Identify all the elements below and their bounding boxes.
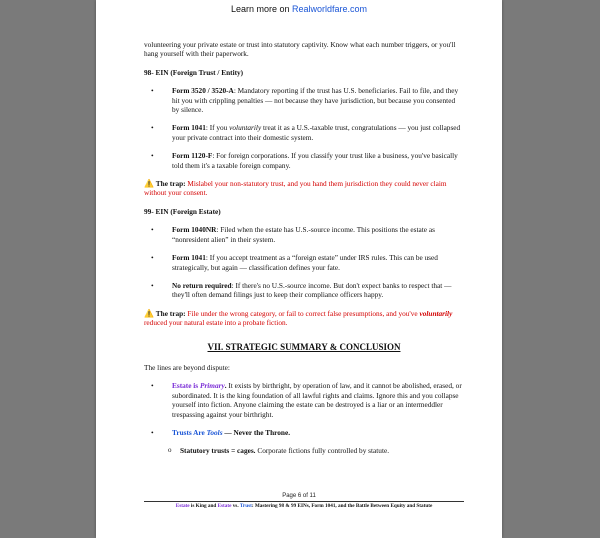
warning-icon: ⚠️ (144, 308, 154, 318)
bullet-icon: • (151, 151, 154, 161)
section-vii-title: VII. STRATEGIC SUMMARY & CONCLUSION (207, 341, 401, 352)
footer-trust: Trust (239, 503, 252, 509)
page-header (96, 4, 502, 14)
trap-text: File under the wrong category, or fail to correct false presumptions, and you've (185, 308, 420, 318)
trap-label: The trap: (155, 179, 186, 189)
item-text: : If there's no U.S.-source income. But don't expect banks to respect that — they'll often demand filings just to keep their compliance officers happy. (172, 280, 452, 300)
item-text: : Filed when the estate has U.S.-source income. This positions the estate as “nonresident alien” in their system. (172, 225, 435, 244)
item-text: : Mandatory reporting if the trust has U.S. beneficiaries. Fail to file, and they hit you with crippling penalties — not because they have jurisdiction, but because you consented by silence. (172, 86, 459, 115)
header-text: Learn more on (230, 4, 292, 14)
list-item (144, 225, 464, 244)
footer-text-part: is King and (189, 503, 218, 509)
bullet-icon: • (151, 427, 154, 437)
trusts-label: Trusts Are (172, 427, 207, 437)
document-body (144, 40, 464, 456)
list-item (144, 123, 464, 142)
form-name: No return required (172, 280, 232, 290)
bullet-icon: • (151, 225, 154, 235)
list-item (144, 381, 464, 419)
form-name: Form 1040NR (172, 225, 217, 235)
intro-paragraph: volunteering your private estate or trust into statutory captivity. Know what each number triggers, or you'll hang yourself with their paperwork. (144, 40, 456, 59)
footer-estate: Estate (217, 503, 232, 509)
trap-paragraph (144, 309, 464, 328)
item-text: It exists by birthright, by operation of law, and it cannot be abolished, erased, or subordinated. It is the king foundation of all lawful rights and claims. Ignore this and you collapse yourself into fiction. Anyone claiming the estate can be destroyed is a liar or an intermeddler trespassing against your birthright. (172, 381, 462, 419)
bullet-icon: • (151, 381, 154, 391)
footer-text-part: vs. (231, 503, 240, 509)
bullet-icon: • (151, 280, 154, 290)
item-text: treat it as a U.S.-taxable trust, congratulations — you just collapsed your private contract into their domestic system. (172, 123, 461, 142)
sub-list-item (144, 446, 464, 455)
item-heading-text: — Never the Throne. (222, 427, 291, 437)
circle-bullet-icon: o (168, 446, 172, 455)
bullet-icon: • (151, 253, 154, 263)
item-emphasis: voluntarily (229, 123, 262, 133)
primary-emphasis: Primary (199, 381, 225, 391)
section-99-heading: 99- EIN (Foreign Estate) (144, 206, 221, 216)
footer-text-part: : Mastering 98 & 99 EINs, Form 1041, and the Battle Between Equity and Statute (251, 503, 433, 509)
trap-emphasis: voluntarily (419, 308, 453, 318)
section-98-heading: 98- EIN (Foreign Trust / Entity) (144, 67, 244, 77)
document-page (96, 0, 502, 538)
list-item (144, 86, 464, 114)
item-text: : If you (205, 123, 230, 133)
form-name: Form 1041 (172, 253, 206, 263)
item-text: : For foreign corporations. If you classify your trust like a business, you've basically told them it's a taxable foreign company. (172, 151, 458, 170)
footer-divider (144, 501, 464, 502)
list-item (144, 253, 464, 272)
tools-emphasis: Tools (206, 427, 223, 437)
trap-text: Mislabel your non-statutory trust, and you hand them jurisdiction they could never claim without your consent. (144, 179, 447, 198)
bullet-icon: • (151, 86, 154, 96)
list-item (144, 281, 464, 300)
item-text: : If you accept treatment as a “foreign estate” under IRS rules. This can be used strategically, but again — classification defines your fate. (172, 253, 438, 272)
bullet-icon: • (151, 123, 154, 133)
sub-item-bold: Statutory trusts = cages. (180, 446, 256, 456)
list-item (144, 428, 464, 437)
item-punct: . (224, 381, 227, 391)
website-link[interactable]: Realworldfare.com (292, 4, 368, 14)
summary-lead: The lines are beyond dispute: (144, 362, 230, 372)
page-number: Page 6 of 11 (282, 493, 316, 499)
footer-title (136, 503, 472, 509)
sub-item-text: Corporate fictions fully controlled by statute. (255, 446, 390, 456)
trap-label: The trap: (155, 308, 186, 318)
warning-icon: ⚠️ (144, 179, 154, 189)
list-item (144, 151, 464, 170)
form-name: Form 1041 (172, 123, 206, 133)
trap-paragraph (144, 179, 464, 198)
form-name: Form 1120-F (172, 151, 213, 161)
trap-text: reduced your natural estate into a probate fiction. (144, 318, 288, 328)
footer-estate: Estate (175, 503, 190, 509)
estate-label: Estate is (172, 381, 200, 391)
form-name: Form 3520 / 3520-A (172, 86, 234, 96)
